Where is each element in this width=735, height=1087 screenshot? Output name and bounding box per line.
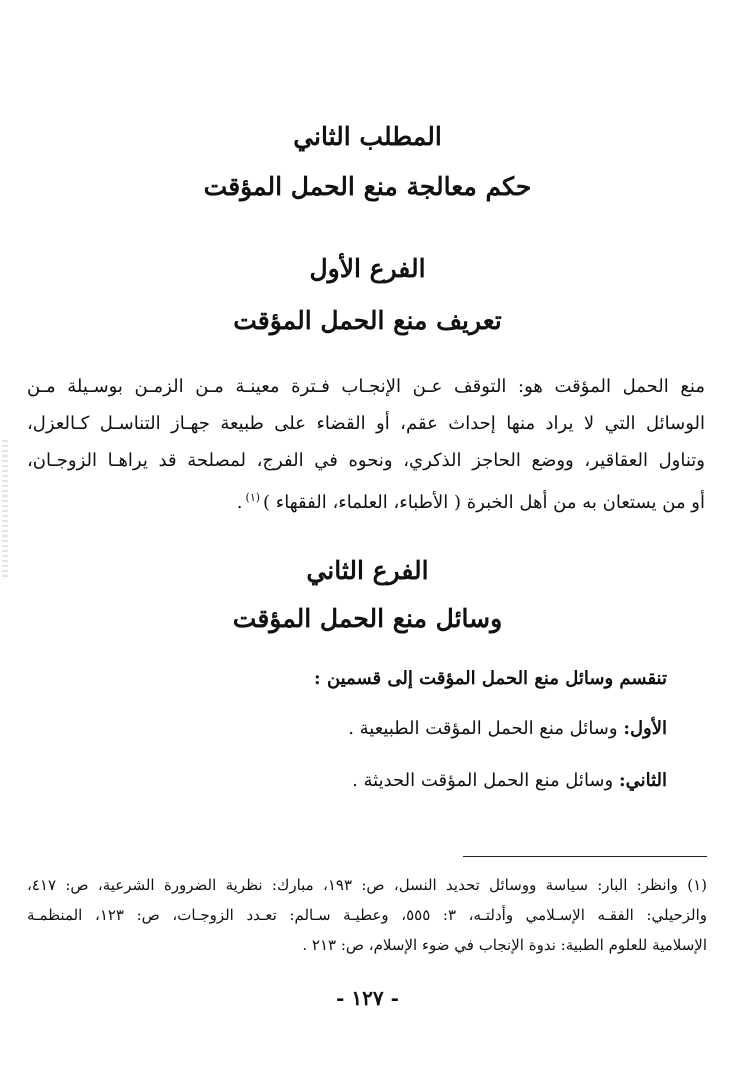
footnote-line-3: الإسلامية للعلوم الطبية: ندوة الإنجاب في ضوء الإسلام، ص: ٢١٣ . — [302, 936, 707, 954]
list-item-lead: الأول: — [623, 718, 667, 739]
footnote-reference[interactable]: (١) — [245, 491, 261, 504]
footnote-line-1: (١) وانظر: البار: سياسة ووسائل تحديد النسل، ص: ١٩٣، مبارك: نظرية الضرورة الشرعية، ص: ٤١٧، — [27, 876, 707, 894]
paragraph-end-mark: . — [236, 492, 243, 513]
section-subtitle: حكم معالجة منع الحمل المؤقت — [203, 172, 532, 201]
page-number: - ١٢٧ - — [336, 986, 399, 1010]
paragraph-line-3: وتناول العقاقير، ووضع الحاجز الذكري، ونحوه في الفرج، لمصلحة قد يراهـا الزوجـان، — [27, 450, 705, 471]
paragraph-line-2: الوسائل التي لا يراد منها إحداث عقم، أو القضاء على طبيعة جهـاز التناسـل كـالعزل، — [27, 413, 705, 434]
footnote-line-2: والزحيلي: الفقـه الإسـلامي وأدلتـه، ٣: ٥٥٥، وعطيـة سـالم: تعـدد الزوجـات، ص: ١٢٣، المنظمـة — [27, 906, 708, 924]
branch2-subtitle: وسائل منع الحمل المؤقت — [232, 604, 503, 633]
list-item — [348, 714, 667, 744]
section-title: المطلب الثاني — [293, 122, 442, 151]
list-item-text: وسائل منع الحمل المؤقت الحديثة . — [352, 770, 619, 791]
paragraph-line-4 — [27, 483, 705, 513]
paragraph-line-4-text: أو من يستعان به من أهل الخبرة ( الأطباء، العلماء، الفقهاء ) — [263, 492, 705, 513]
list-item-lead: الثاني: — [618, 770, 667, 791]
branch1-subtitle: تعريف منع الحمل المؤقت — [233, 306, 502, 335]
branch2-title: الفرع الثاني — [306, 556, 429, 585]
paragraph-line-1: منع الحمل المؤقت هو: التوقف عـن الإنجـاب فـترة معينـة مـن الزمـن بوسـيلة مـن — [27, 376, 705, 397]
list-item — [352, 766, 667, 796]
footnote-divider — [463, 856, 707, 857]
list-item-text: وسائل منع الحمل المؤقت الطبيعية . — [348, 718, 624, 739]
branch2-intro: تنقسم وسائل منع الحمل المؤقت إلى قسمين : — [314, 668, 667, 689]
branch1-title: الفرع الأول — [309, 254, 426, 283]
